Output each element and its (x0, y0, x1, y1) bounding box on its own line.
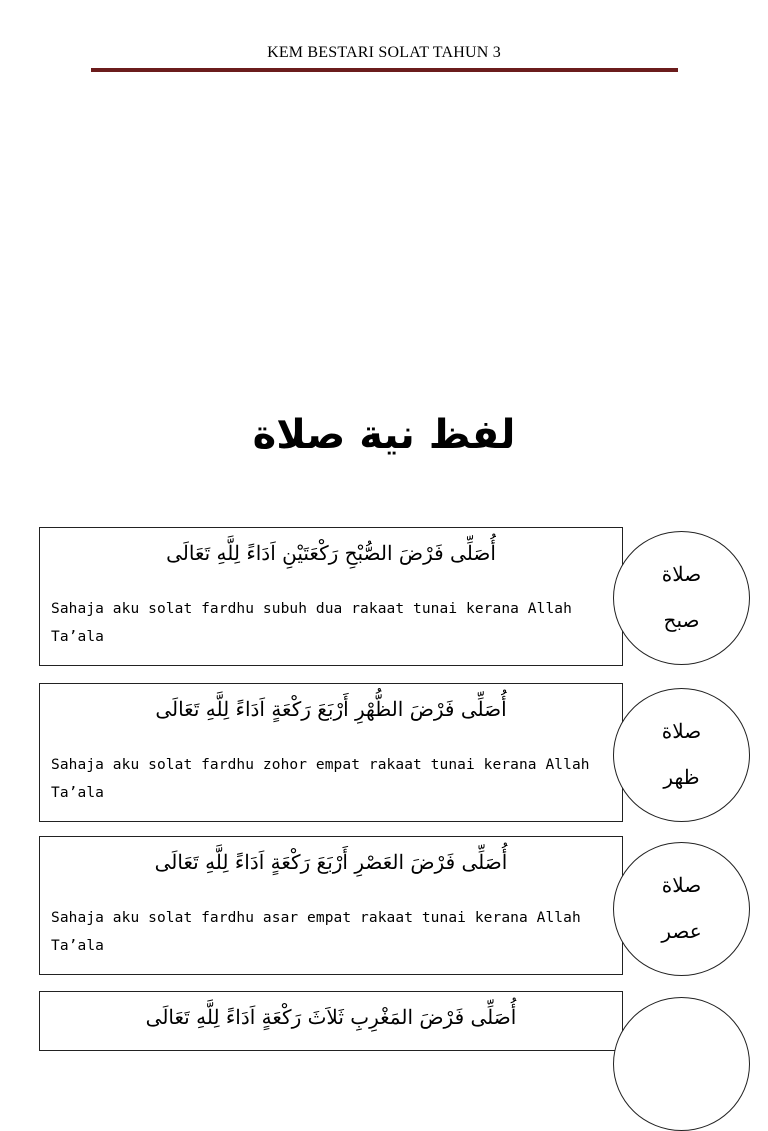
niat-arabic-text: أُصَلِّى فَرْضَ الظُّهْرِ أَرْبَعَ رَكْعَةٍ اَدَاءً لِلَّهِ تَعَالَى (155, 697, 507, 721)
prayer-label-circle-maghrib (613, 997, 750, 1131)
niat-card-zohor (39, 683, 623, 822)
prayer-label-line2: ظهر (663, 765, 700, 789)
niat-arabic-text: أُصَلِّى فَرْضَ العَصْرِ أَرْبَعَ رَكْعَةٍ اَدَاءً لِلَّهِ تَعَالَى (154, 850, 508, 874)
prayer-label-line1: صلاة (661, 719, 702, 743)
niat-malay-text: Sahaja aku solat fardhu asar empat rakaat tunai kerana Allah Ta’ala (51, 910, 581, 954)
prayer-label-line1: صلاة (661, 562, 702, 586)
niat-malay-text: Sahaja aku solat fardhu zohor empat rakaat tunai kerana Allah Ta’ala (51, 757, 590, 801)
prayer-label-line1: صلاة (661, 873, 702, 897)
niat-malay-text: Sahaja aku solat fardhu subuh dua rakaat tunai kerana Allah Ta’ala (51, 601, 572, 645)
prayer-label-line2: صبح (663, 608, 700, 632)
prayer-label-circle-subuh (613, 531, 750, 665)
niat-card-asar (39, 836, 623, 975)
document-header: KEM BESTARI SOLAT TAHUN 3 (267, 44, 501, 61)
niat-card-subuh (39, 527, 623, 666)
niat-arabic-text: أُصَلِّى فَرْضَ الصُّبْحِ رَكْعَتَيْنِ اَدَاءً لِلَّهِ تَعَالَى (166, 541, 496, 565)
niat-card-maghrib (39, 991, 623, 1051)
header-divider (91, 68, 678, 72)
page-title: لفظ نية صلاة (252, 412, 516, 458)
niat-arabic-text: أُصَلِّى فَرْضَ المَغْرِبِ ثَلاَثَ رَكْعَةٍ اَدَاءً لِلَّهِ تَعَالَى (145, 1005, 517, 1029)
prayer-label-circle-zohor (613, 688, 750, 822)
prayer-label-line2: عصر (661, 919, 702, 943)
prayer-label-circle-asar (613, 842, 750, 976)
